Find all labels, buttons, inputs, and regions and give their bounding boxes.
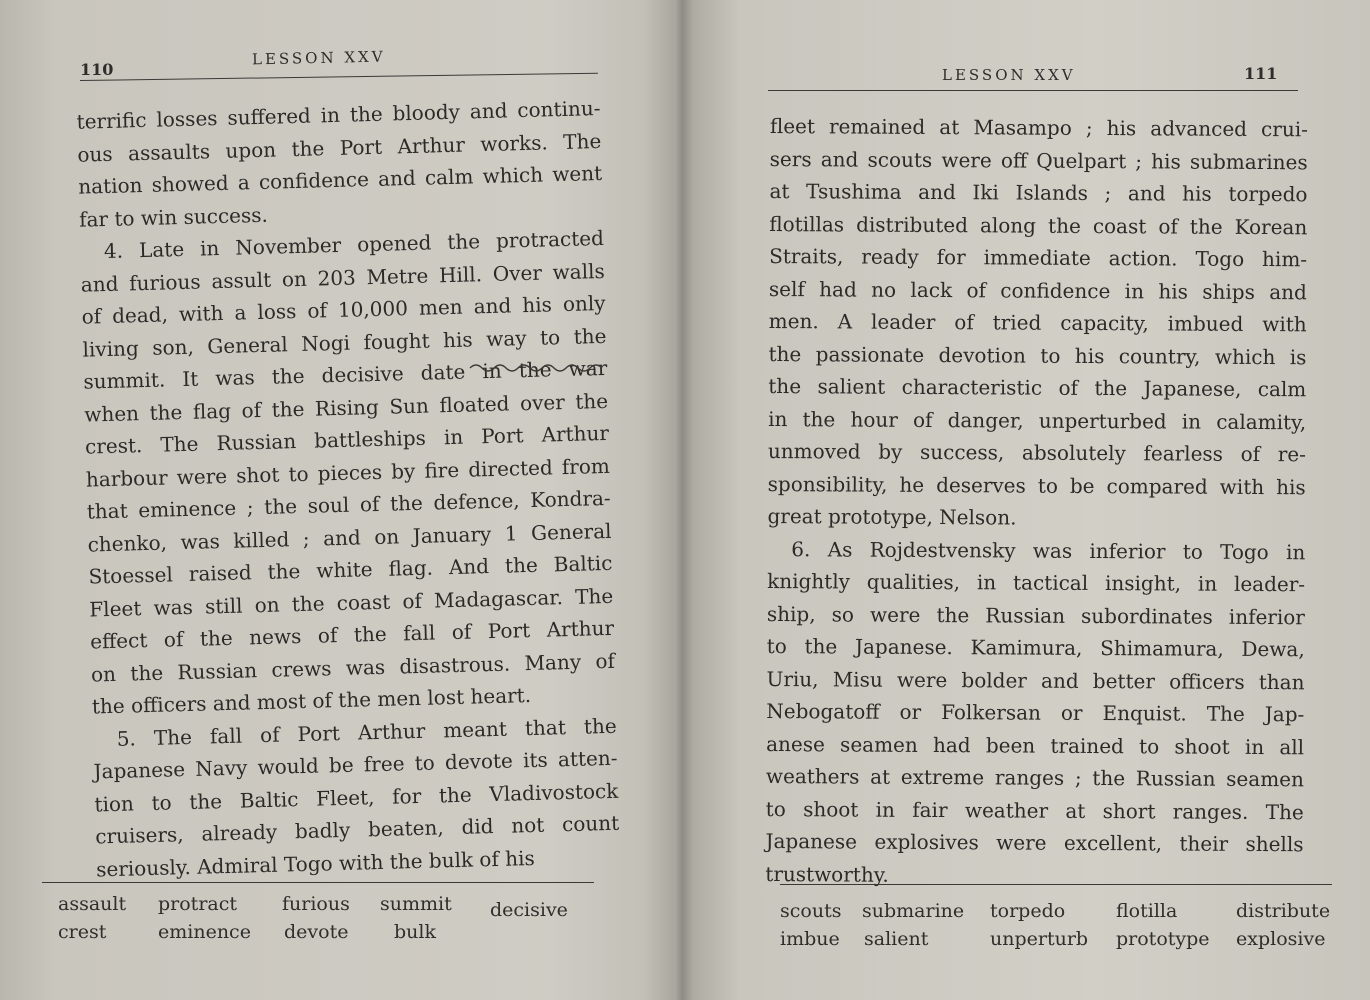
header-rule <box>768 90 1298 91</box>
vocab-word: flotilla <box>1116 900 1178 922</box>
vocabulary-list <box>780 900 1340 956</box>
text-line: that eminence ; the soul of the defence, Kondra- <box>86 485 611 524</box>
header-rule <box>80 73 598 81</box>
text-line: of dead, with a loss of 10,000 men and his only <box>81 290 606 329</box>
text-line: living son, General Nogi fought his way to the <box>82 323 607 362</box>
text-line: crest. The Russian battleships in Port Arthur <box>84 420 610 459</box>
text-line: ship, so were the Russian subordinates inferior <box>766 601 1305 629</box>
vocab-word: eminence <box>158 921 251 943</box>
text-line: the salient characteristic of the Japanese, calm <box>768 373 1307 402</box>
vocab-word: prototype <box>1116 928 1210 950</box>
running-header: LESSON XXV <box>251 47 386 69</box>
pencil-underline <box>468 359 604 375</box>
running-header: LESSON XXV <box>942 66 1076 84</box>
text-line: in the hour of danger, unperturbed in calamity, <box>768 406 1307 434</box>
vocab-word: submarine <box>862 900 965 922</box>
text-line: unmoved by success, absolutely fearless of re- <box>767 438 1306 467</box>
text-line: to the Japanese. Kamimura, Shimamura, Dewa, <box>766 633 1305 662</box>
text-line: self had no lack of confidence in his ships and <box>768 276 1307 304</box>
text-line: men. A leader of tried capacity, imbued with <box>768 308 1307 337</box>
text-line: trustworthy. <box>765 861 889 887</box>
vocab-word: crest <box>58 921 107 943</box>
vocab-word: devote <box>284 921 349 943</box>
text-line: great prototype, Nelson. <box>767 503 1017 530</box>
text-line: at Tsushima and Iki Islands ; and his torpedo <box>769 178 1308 207</box>
vocab-row <box>58 921 598 949</box>
vocab-row <box>58 893 598 921</box>
right-page <box>688 0 1370 1000</box>
text-line: flotillas distributed along the coast of the Korean <box>769 211 1308 239</box>
vocab-row <box>780 900 1340 928</box>
vocab-row <box>780 928 1340 956</box>
vocab-word: assault <box>58 893 127 915</box>
text-line: weathers at extreme ranges ; the Russian seamen <box>765 763 1304 792</box>
text-line: Nebogatoff or Folkersan or Enquist. The Jap- <box>766 698 1305 727</box>
text-line: summit. It was the decisive date in the war <box>83 355 608 394</box>
text-line: the passionate devotion to his country, which is <box>768 341 1307 369</box>
text-line: harbour were shot to pieces by fire directed from <box>85 453 611 492</box>
text-line: on the Russian crews was disastrous. Many of <box>90 648 616 687</box>
page-number: 111 <box>1244 64 1278 83</box>
text-line: effect of the news of the fall of Port Arthur <box>89 615 615 654</box>
text-line: 6. As Rojdestvensky was inferior to Togo in <box>791 536 1306 564</box>
text-line: Japanese explosives were excellent, their shells <box>765 828 1304 857</box>
right-page-body <box>765 110 1308 893</box>
footer-rule <box>780 884 1332 885</box>
text-line: seriously. Admiral Togo with the bulk of his <box>95 845 536 881</box>
footer-rule <box>42 882 594 883</box>
text-line: ous assaults upon the Port Arthur works. The <box>77 128 602 167</box>
text-line: far to win success. <box>78 202 269 232</box>
vocab-word: bulk <box>394 921 436 943</box>
text-line: chenko, was killed ; and on January 1 General <box>87 518 612 557</box>
vocab-word: imbue <box>780 928 840 950</box>
vocab-word: distribute <box>1236 900 1331 922</box>
text-line: the officers and most of the men lost heart. <box>91 683 532 719</box>
text-line: and furious assult on 203 Metre Hill. Over walls <box>80 258 605 297</box>
vocabulary-list <box>58 893 598 949</box>
text-line: nation showed a confidence and calm which went <box>77 160 603 199</box>
left-page-body <box>76 92 620 885</box>
text-line: sponsibility, he deserves to be compared with his <box>767 471 1306 499</box>
vocab-word: unperturb <box>990 928 1089 950</box>
text-line: cruisers, already badly beaten, did not count <box>95 810 620 849</box>
text-line: to shoot in fair weather at short ranges. The <box>765 796 1304 824</box>
vocab-word: furious <box>282 893 350 915</box>
text-line: 4. Late in November opened the protracted <box>103 225 605 264</box>
text-line: Uriu, Misu were bolder and better officers than <box>766 666 1305 694</box>
text-line: sers and scouts were off Quelpart ; his submarines <box>769 146 1308 174</box>
page-number: 110 <box>80 60 114 79</box>
vocab-word: decisive <box>490 899 568 921</box>
text-line: Stoessel raised the white flag. And the Baltic <box>88 550 613 589</box>
text-line: tion to the Baltic Fleet, for the Vladivostock <box>94 778 619 816</box>
vocab-word: torpedo <box>990 900 1066 922</box>
text-line: 5. The fall of Port Arthur meant that the <box>116 713 617 751</box>
text-line: knightly qualities, in tactical insight, in leader- <box>767 568 1306 597</box>
vocab-word: explosive <box>1236 928 1326 950</box>
text-line: Fleet was still on the coast of Madagascar. The <box>89 583 614 622</box>
text-line: anese seamen had been trained to shoot in all <box>766 731 1305 759</box>
text-line: Japanese Navy would be free to devote its atten- <box>93 745 618 784</box>
vocab-word: salient <box>864 928 929 950</box>
text-line: terrific losses suffered in the bloody and continu- <box>76 95 601 134</box>
vocab-word: summit <box>380 893 452 915</box>
text-line: fleet remained at Masampo ; his advanced crui- <box>769 113 1308 142</box>
text-line: when the flag of the Rising Sun floated over the <box>83 388 609 427</box>
vocab-word: protract <box>158 893 238 915</box>
left-page <box>0 0 672 1000</box>
text-line: Straits, ready for immediate action. Togo him- <box>769 243 1308 272</box>
vocab-word: scouts <box>780 900 842 922</box>
